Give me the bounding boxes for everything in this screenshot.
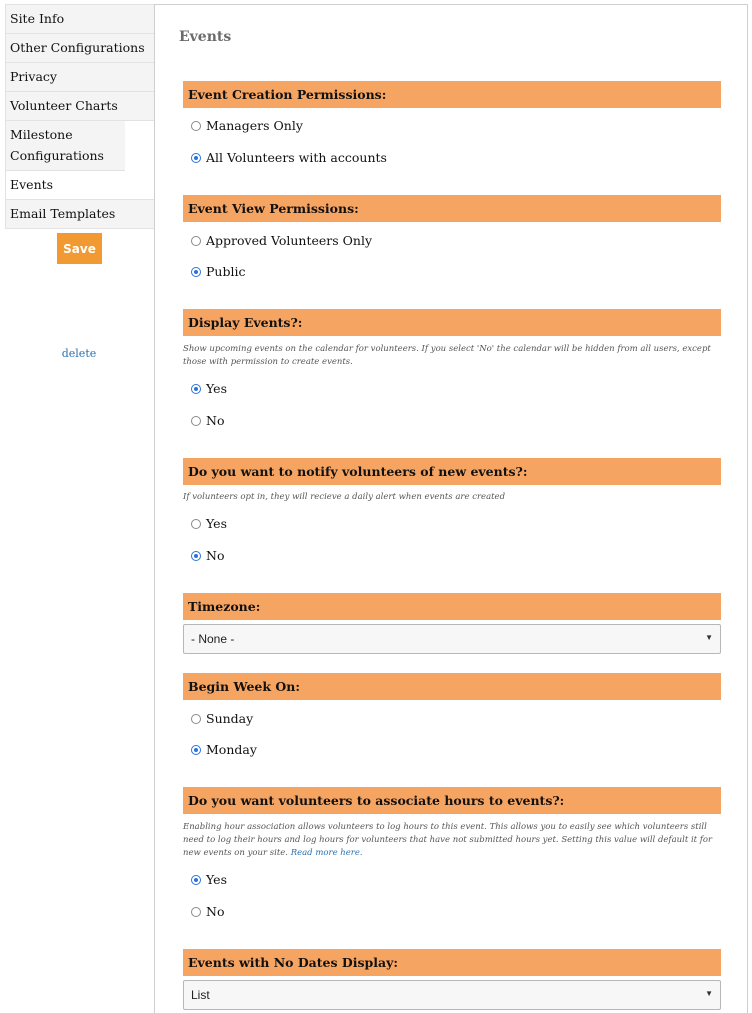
tab-email-templates[interactable]: Email Templates [5,200,155,229]
delete-link[interactable]: delete [61,347,97,360]
radio-button[interactable] [191,236,201,246]
settings-tab-list [5,4,155,229]
notify-volunteers-header: Do you want to notify volunteers of new events?: [183,458,721,485]
tab-other-configurations[interactable]: Other Configurations [5,34,155,63]
radio-display-events-yes[interactable] [191,381,227,396]
radio-label: All Volunteers with accounts [206,150,387,165]
chevron-down-icon: ▼ [705,989,713,998]
event-view-permissions-header: Event View Permissions: [183,195,721,222]
radio-label: Managers Only [206,118,303,133]
events-settings-panel [154,4,748,1013]
tab-events[interactable]: Events [5,171,155,200]
chevron-down-icon: ▼ [705,633,713,642]
save-button[interactable]: Save [57,233,102,264]
associate-hours-description [183,821,723,860]
radio-label: No [206,904,225,919]
radio-button[interactable] [191,121,201,131]
begin-week-header: Begin Week On: [183,673,721,700]
display-events-description: Show upcoming events on the calendar for volunteers. If you select 'No' the calendar will be hidden from all users, except those with permission to create events. [183,344,711,367]
radio-button[interactable] [191,416,201,426]
radio-button[interactable] [191,384,201,394]
radio-label: No [206,413,225,428]
radio-display-events-no[interactable] [191,413,224,428]
associate-hours-text: Enabling hour association allows volunteers to log hours to this event. This allows you to easily see which volunteers still need to log their hours and log hours for volunteers that have not submitted hours yet. Setting this value will default it for new events on your site. [183,822,713,858]
settings-sidebar [0,0,155,1013]
radio-sunday[interactable] [191,711,253,726]
radio-label: Monday [206,742,257,757]
timezone-select[interactable] [183,624,721,654]
radio-label: Yes [206,381,227,396]
tab-milestone-configurations[interactable]: Milestone Configurations [5,121,125,171]
radio-label: Public [206,264,246,279]
tab-volunteer-charts[interactable]: Volunteer Charts [5,92,155,121]
notify-volunteers-description: If volunteers opt in, they will recieve a daily alert when events are created [183,492,506,502]
radio-all-volunteers[interactable] [191,150,387,165]
radio-associate-hours-yes[interactable] [191,872,227,887]
radio-label: Sunday [206,711,254,726]
radio-button[interactable] [191,745,201,755]
tab-privacy[interactable]: Privacy [5,63,155,92]
radio-label: No [206,548,225,563]
no-dates-selected-value: List [191,988,210,1002]
radio-button[interactable] [191,551,201,561]
radio-associate-hours-no[interactable] [191,904,224,919]
no-dates-display-header: Events with No Dates Display: [183,949,721,976]
timezone-selected-value: - None - [191,632,235,646]
radio-label: Yes [206,872,227,887]
radio-notify-no[interactable] [191,548,224,563]
display-events-header: Display Events?: [183,309,721,336]
radio-monday[interactable] [191,742,257,757]
timezone-header: Timezone: [183,593,721,620]
page-title: Events [179,29,232,45]
event-creation-permissions-header: Event Creation Permissions: [183,81,721,108]
radio-button[interactable] [191,907,201,917]
radio-managers-only[interactable] [191,118,303,133]
tab-site-info[interactable]: Site Info [5,5,155,34]
radio-button[interactable] [191,153,201,163]
radio-button[interactable] [191,714,201,724]
read-more-link[interactable]: Read more here. [290,848,363,858]
radio-button[interactable] [191,519,201,529]
radio-button[interactable] [191,267,201,277]
associate-hours-header: Do you want volunteers to associate hours to events?: [183,787,721,814]
radio-label: Yes [206,516,227,531]
no-dates-display-select[interactable] [183,980,721,1010]
radio-notify-yes[interactable] [191,516,227,531]
radio-button[interactable] [191,875,201,885]
radio-label: Approved Volunteers Only [206,233,373,248]
radio-public[interactable] [191,264,245,279]
radio-approved-volunteers-only[interactable] [191,233,372,248]
